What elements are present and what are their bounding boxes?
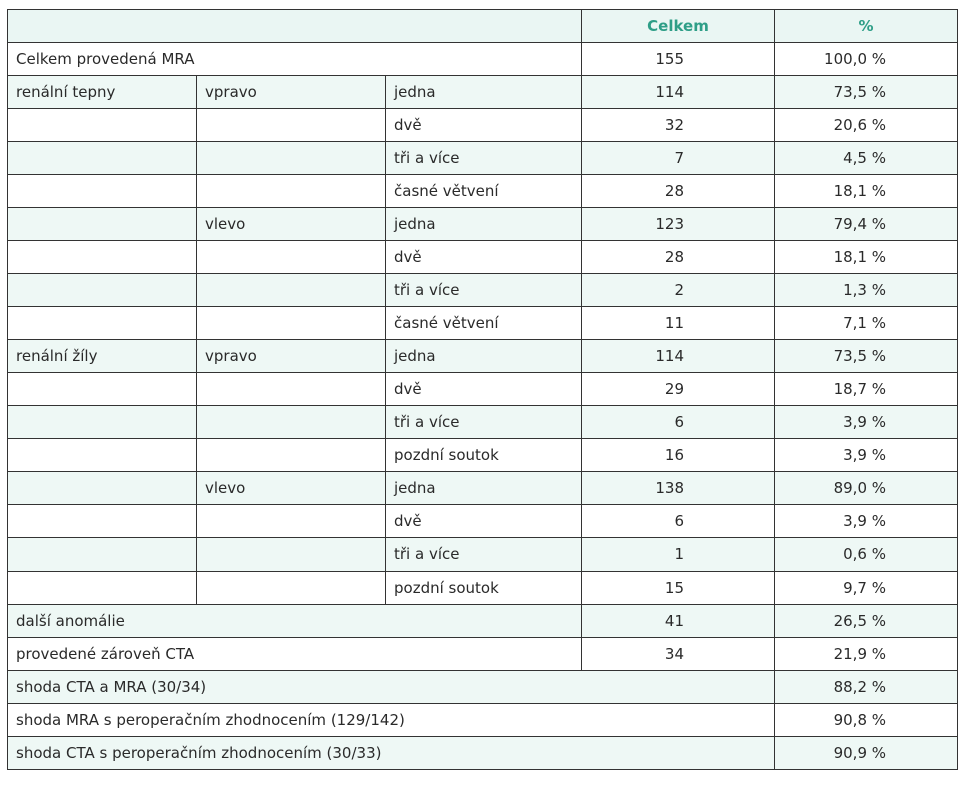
variant: tři a více — [386, 142, 582, 175]
table-row — [8, 43, 958, 76]
percent-cell: 73,5 % — [775, 340, 958, 373]
variant: časné větvení — [386, 175, 582, 208]
percent-cell: 90,9 % — [775, 736, 958, 769]
table-row — [8, 670, 958, 703]
table-row — [8, 76, 958, 109]
vessel-type — [8, 142, 197, 175]
percent-cell: 3,9 % — [775, 505, 958, 538]
vessel-type: renální žíly — [8, 340, 197, 373]
vessel-type — [8, 439, 197, 472]
table-row — [8, 472, 958, 505]
side — [197, 505, 386, 538]
count-cell: 32 — [582, 109, 775, 142]
count-cell: 15 — [582, 571, 775, 604]
header-percent: % — [775, 10, 958, 43]
side: vpravo — [197, 76, 386, 109]
variant: časné větvení — [386, 307, 582, 340]
percent-cell: 3,9 % — [775, 406, 958, 439]
table-row — [8, 703, 958, 736]
percent-cell: 18,1 % — [775, 175, 958, 208]
percent-cell: 20,6 % — [775, 109, 958, 142]
row-label: další anomálie — [8, 604, 582, 637]
count-cell: 16 — [582, 439, 775, 472]
side — [197, 373, 386, 406]
table-header-row — [8, 10, 958, 43]
table-row — [8, 439, 958, 472]
count-cell: 7 — [582, 142, 775, 175]
table-row — [8, 604, 958, 637]
table-body — [8, 43, 958, 770]
table-row — [8, 274, 958, 307]
percent-cell: 9,7 % — [775, 571, 958, 604]
percent-cell: 3,9 % — [775, 439, 958, 472]
variant: jedna — [386, 340, 582, 373]
percent-cell: 4,5 % — [775, 142, 958, 175]
side: vpravo — [197, 340, 386, 373]
table-row — [8, 373, 958, 406]
header-total: Celkem — [582, 10, 775, 43]
table-row — [8, 571, 958, 604]
row-label: shoda MRA s peroperačním zhodnocením (129/142) — [8, 703, 775, 736]
count-cell: 6 — [582, 406, 775, 439]
table-row — [8, 406, 958, 439]
side — [197, 538, 386, 571]
count-cell: 11 — [582, 307, 775, 340]
count-cell: 29 — [582, 373, 775, 406]
variant: jedna — [386, 472, 582, 505]
vessel-type — [8, 109, 197, 142]
side — [197, 241, 386, 274]
row-label: shoda CTA s peroperačním zhodnocením (30/33) — [8, 736, 775, 769]
row-label: Celkem provedená MRA — [8, 43, 582, 76]
percent-cell: 90,8 % — [775, 703, 958, 736]
percent-cell: 0,6 % — [775, 538, 958, 571]
vessel-type — [8, 406, 197, 439]
variant: tři a více — [386, 406, 582, 439]
count-cell: 155 — [582, 43, 775, 76]
vessel-type: renální tepny — [8, 76, 197, 109]
count-cell: 114 — [582, 340, 775, 373]
vessel-type — [8, 241, 197, 274]
percent-cell: 1,3 % — [775, 274, 958, 307]
side — [197, 406, 386, 439]
variant: tři a více — [386, 538, 582, 571]
vessel-type — [8, 208, 197, 241]
variant: dvě — [386, 241, 582, 274]
percent-cell: 88,2 % — [775, 670, 958, 703]
count-cell: 123 — [582, 208, 775, 241]
variant: jedna — [386, 76, 582, 109]
table-row — [8, 241, 958, 274]
percent-cell: 7,1 % — [775, 307, 958, 340]
percent-cell: 26,5 % — [775, 604, 958, 637]
count-cell: 41 — [582, 604, 775, 637]
side — [197, 175, 386, 208]
count-cell: 34 — [582, 637, 775, 670]
variant: jedna — [386, 208, 582, 241]
percent-cell: 21,9 % — [775, 637, 958, 670]
vessel-type — [8, 472, 197, 505]
header-blank-cell — [8, 10, 582, 43]
count-cell: 1 — [582, 538, 775, 571]
count-cell: 138 — [582, 472, 775, 505]
row-label: shoda CTA a MRA (30/34) — [8, 670, 775, 703]
variant: dvě — [386, 505, 582, 538]
table-row — [8, 538, 958, 571]
variant: pozdní soutok — [386, 439, 582, 472]
vessel-type — [8, 571, 197, 604]
side — [197, 142, 386, 175]
vessel-type — [8, 274, 197, 307]
variant: pozdní soutok — [386, 571, 582, 604]
count-cell: 6 — [582, 505, 775, 538]
count-cell: 28 — [582, 175, 775, 208]
side: vlevo — [197, 472, 386, 505]
table-row — [8, 175, 958, 208]
table-row — [8, 736, 958, 769]
table-row — [8, 109, 958, 142]
count-cell: 114 — [582, 76, 775, 109]
table-row — [8, 340, 958, 373]
vessel-type — [8, 175, 197, 208]
vessel-type — [8, 538, 197, 571]
percent-cell: 73,5 % — [775, 76, 958, 109]
side — [197, 274, 386, 307]
side: vlevo — [197, 208, 386, 241]
percent-cell: 18,7 % — [775, 373, 958, 406]
table-row — [8, 208, 958, 241]
table-row — [8, 142, 958, 175]
vessel-type — [8, 505, 197, 538]
percent-cell: 100,0 % — [775, 43, 958, 76]
results-table — [7, 9, 958, 770]
table-row — [8, 307, 958, 340]
table-row — [8, 505, 958, 538]
side — [197, 109, 386, 142]
side — [197, 439, 386, 472]
variant: dvě — [386, 373, 582, 406]
row-label: provedené zároveň CTA — [8, 637, 582, 670]
table-row — [8, 637, 958, 670]
vessel-type — [8, 373, 197, 406]
variant: dvě — [386, 109, 582, 142]
percent-cell: 89,0 % — [775, 472, 958, 505]
vessel-type — [8, 307, 197, 340]
percent-cell: 79,4 % — [775, 208, 958, 241]
side — [197, 571, 386, 604]
count-cell: 2 — [582, 274, 775, 307]
percent-cell: 18,1 % — [775, 241, 958, 274]
side — [197, 307, 386, 340]
count-cell: 28 — [582, 241, 775, 274]
variant: tři a více — [386, 274, 582, 307]
